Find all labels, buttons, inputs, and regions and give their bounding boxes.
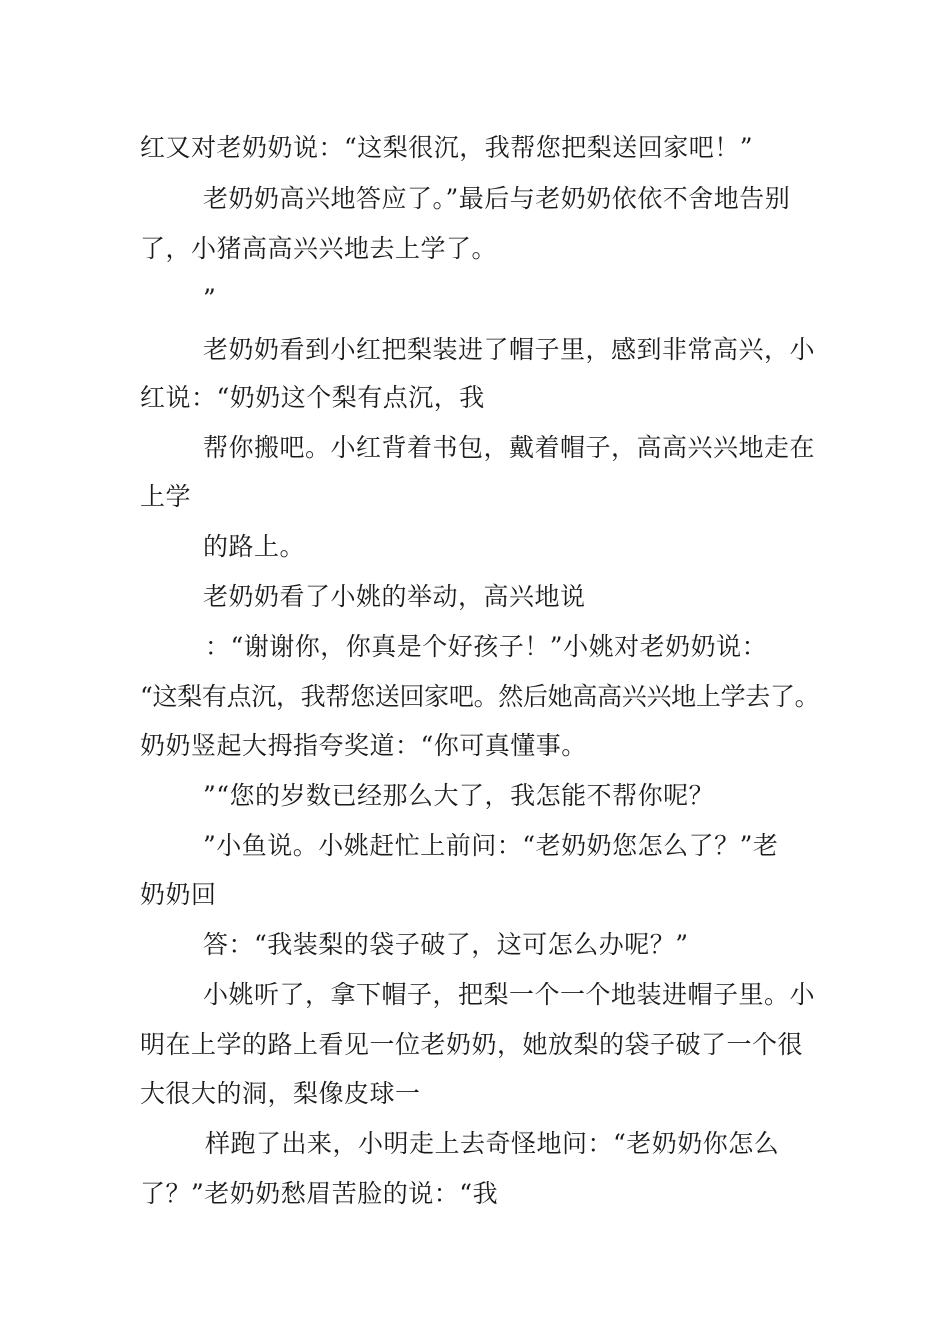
text-line-5: 老奶奶看到小红把梨装进了帽子里，感到非常高兴，小 <box>203 335 816 364</box>
text-line-21: 样跑了出来，小明走上去奇怪地问：“老奶奶你怎么 <box>205 1129 780 1158</box>
text-line-8: 上学 <box>140 482 192 511</box>
text-line-22: 了？”老奶奶愁眉苦脸的说：“我 <box>140 1179 499 1208</box>
text-line-1: 红又对老奶奶说：“这梨很沉，我帮您把梨送回家吧！” <box>140 133 754 162</box>
text-line-11: ：“谢谢你，你真是个好孩子！”小姚对老奶奶说： <box>205 632 768 661</box>
text-line-19: 明在上学的路上看见一位老奶奶，她放梨的袋子破了一个很 <box>140 1030 804 1059</box>
text-line-9: 的路上。 <box>203 532 306 561</box>
text-line-12: “这梨有点沉，我帮您送回家吧。然后她高高兴兴地上学去了。 <box>140 682 820 711</box>
text-line-6: 红说：“奶奶这个梨有点沉，我 <box>140 383 485 412</box>
text-line-14: ”“您的岁数已经那么大了，我怎能不帮你呢？ <box>203 781 715 810</box>
text-line-10: 老奶奶看了小姚的举动，高兴地说 <box>203 582 586 611</box>
text-line-7: 帮你搬吧。小红背着书包，戴着帽子，高高兴兴地走在 <box>203 433 816 462</box>
text-line-3: 了，小猪高高兴兴地去上学了。 <box>140 234 498 263</box>
text-line-18: 小姚听了，拿下帽子，把梨一个一个地装进帽子里。小 <box>203 980 816 1009</box>
text-line-15: ”小鱼说。小姚赶忙上前问：“老奶奶您怎么了？”老 <box>203 831 779 860</box>
text-line-16: 奶奶回 <box>140 880 217 909</box>
text-line-4: ” <box>203 284 217 313</box>
text-line-17: 答：“我装梨的袋子破了，这可怎么办呢？” <box>203 930 689 959</box>
text-line-2: 老奶奶高兴地答应了。”最后与老奶奶依依不舍地告别 <box>203 184 791 213</box>
text-line-13: 奶奶竖起大拇指夸奖道：“你可真懂事。 <box>140 731 587 760</box>
text-line-20: 大很大的洞，梨像皮球一 <box>140 1079 421 1108</box>
